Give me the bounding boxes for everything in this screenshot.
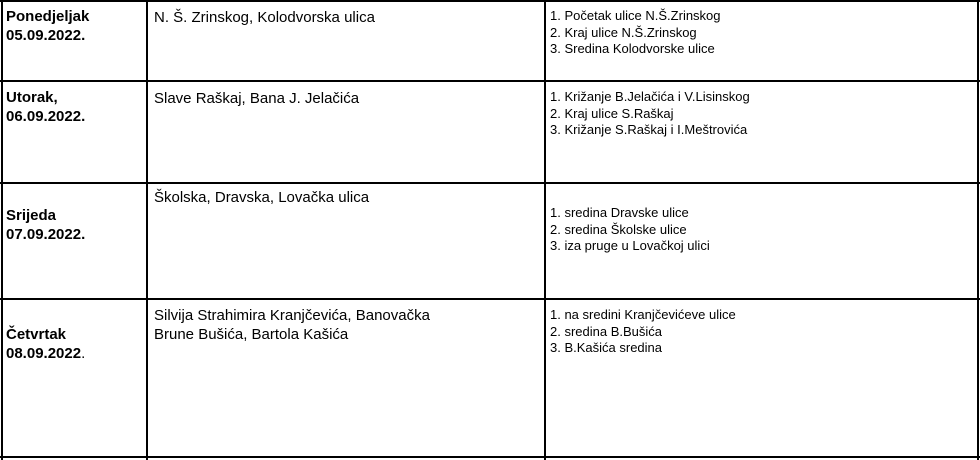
location-item: 2. Kraj ulice N.Š.Zrinskog <box>550 24 697 40</box>
location-item: 3. iza pruge u Lovačkoj ulici <box>550 238 710 253</box>
day-cell <box>6 325 85 363</box>
day-date: 07.09.2022. <box>6 226 86 243</box>
location-item: 3. B.Kašića sredina <box>550 340 663 355</box>
locations-cell <box>550 307 736 357</box>
table-border-right <box>977 0 979 460</box>
day-name: Srijeda <box>6 207 57 224</box>
locations-cell <box>550 89 750 139</box>
streets-cell <box>154 89 359 108</box>
streets-cell <box>154 8 375 27</box>
locations-cell <box>550 8 721 58</box>
location-item: 3. Križanje S.Raškaj i I.Meštrovića <box>550 122 748 137</box>
location-item: 1. na sredini Kranjčevićeve ulice <box>550 307 736 322</box>
location-item: 1. Početak ulice N.Š.Zrinskog <box>550 8 721 23</box>
location-item: 2. Kraj ulice S.Raškaj <box>550 105 674 121</box>
day-date: 08.09.2022 <box>6 345 82 362</box>
day-name: Ponedjeljak <box>6 8 90 25</box>
column-divider <box>146 0 148 460</box>
day-date: 06.09.2022. <box>6 108 86 125</box>
location-item: 2. sredina B.Bušića <box>550 323 663 339</box>
locations-cell <box>550 205 710 255</box>
day-cell <box>6 206 85 244</box>
streets-cell <box>154 306 430 344</box>
date-trailing-period: . <box>81 345 86 362</box>
day-cell <box>6 88 85 126</box>
location-item: 1. sredina Dravske ulice <box>550 205 689 220</box>
location-item: 2. sredina Školske ulice <box>550 221 687 237</box>
day-cell <box>6 7 89 45</box>
street-list: Slave Raškaj, Bana J. Jelačića <box>154 90 360 107</box>
street-list: N. Š. Zrinskog, Kolodvorska ulica <box>154 9 375 26</box>
day-name: Utorak, <box>6 89 58 106</box>
day-name: Četvrtak <box>6 326 67 343</box>
street-list: Silvija Strahimira Kranjčevića, Banovačka <box>154 307 430 324</box>
table-border-left <box>1 0 3 460</box>
streets-cell <box>154 188 369 207</box>
street-list: Brune Bušića, Bartola Kašića <box>154 326 349 343</box>
street-list: Školska, Dravska, Lovačka ulica <box>154 189 370 206</box>
column-divider <box>544 0 546 460</box>
location-item: 1. Križanje B.Jelačića i V.Lisinskog <box>550 89 750 104</box>
day-date: 05.09.2022. <box>6 27 86 44</box>
location-item: 3. Sredina Kolodvorske ulice <box>550 41 715 56</box>
